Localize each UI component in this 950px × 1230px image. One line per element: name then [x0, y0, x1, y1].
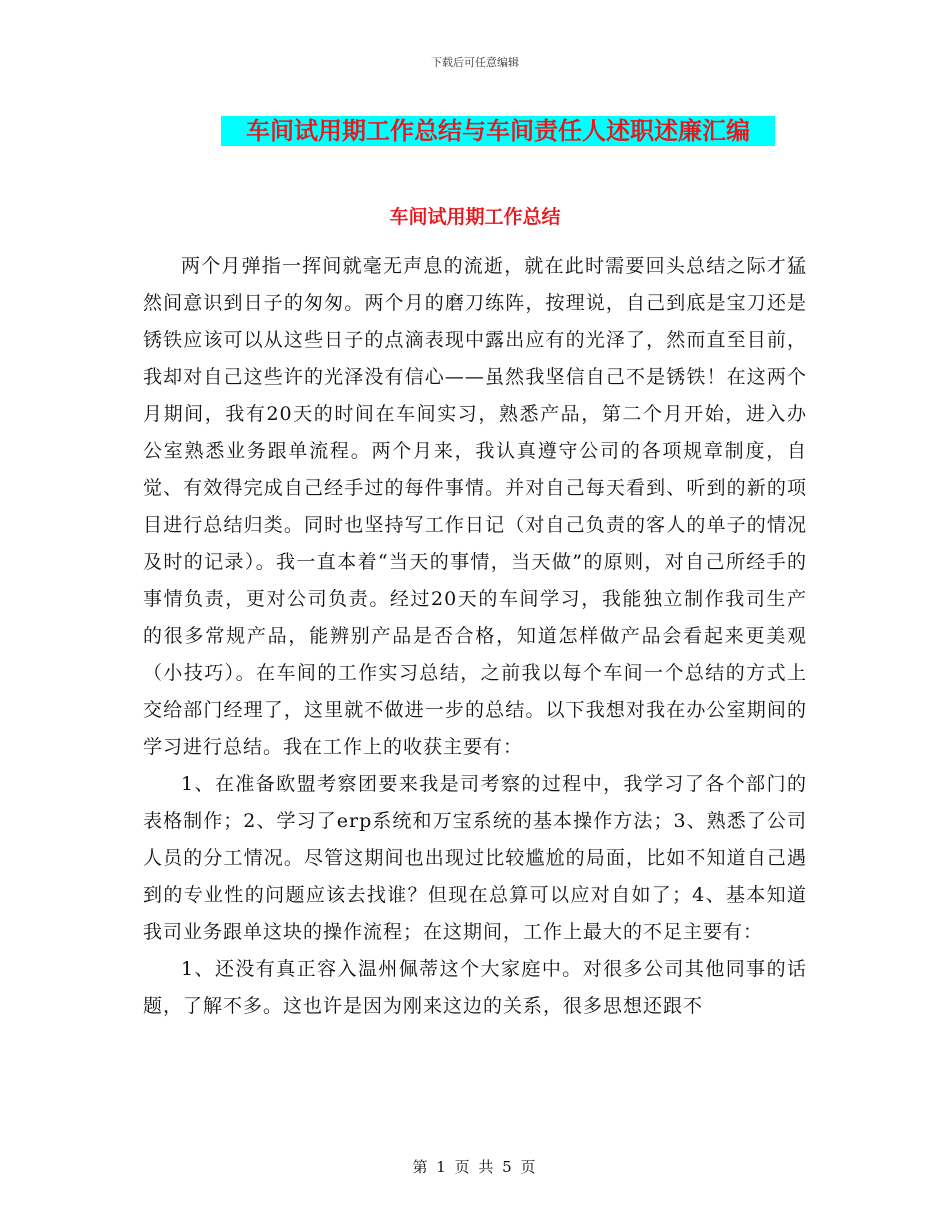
document-title: 车间试用期工作总结与车间责任人述职述廉汇编 — [221, 116, 775, 146]
section-title: 车间试用期工作总结 — [389, 206, 561, 228]
paragraph: 两个月弹指一挥间就毫无声息的流逝，就在此时需要回头总结之际才猛然间意识到日子的匆匆。两个月的磨刀练阵，按理说，自己到底是宝刀还是锈铁应该可以从这些日子的点滴表现中露出应有的光泽了，然而直至目前，我却对自己这些许的光泽没有信心——虽然我坚信自己不是锈铁！在这两个月期间，我有20天的时间在车间实习，熟悉产品，第二个月开始，进入办公室熟悉业务跟单流程。两个月来，我认真遵守公司的各项规章制度，自觉、有效得完成自己经手过的每件事情。并对自己每天看到、听到的新的项目进行总结归类。同时也坚持写工作日记（对自己负责的客人的单子的情况及时的记录）。我一直本着“当天的事情，当天做”的原则，对自己所经手的事情负责，更对公司负责。经过20天的车间学习，我能独立制作我司生产的很多常规产品，能辨别产品是否合格，知道怎样做产品会看起来更美观（小技巧）。在车间的工作实习总结，之前我以每个车间一个总结的方式上交给部门经理了，这里就不做进一步的总结。以下我想对我在办公室期间的学习进行总结。我在工作上的收获主要有： — [143, 255, 807, 758]
page-number: 第 1 页 共 5 页 — [412, 1158, 538, 1176]
paragraph: 1、还没有真正容入温州佩蒂这个大家庭中。对很多公司其他同事的话题，了解不多。这也许是因为刚来这边的关系，很多思想还跟不 — [143, 958, 807, 1017]
header-note: 下载后可任意编辑 — [431, 56, 519, 69]
document-body — [143, 248, 807, 1025]
paragraph: 1、在准备欧盟考察团要来我是司考察的过程中，我学习了各个部门的表格制作；2、学习了erp系统和万宝系统的基本操作方法；3、熟悉了公司人员的分工情况。尽管这期间也出现过比较尴尬的局面，比如不知道自己遇到的专业性的问题应该去找谁？但现在总算可以应对自如了；4、基本知道我司业务跟单这块的操作流程；在这期间，工作上最大的不足主要有： — [143, 773, 807, 943]
